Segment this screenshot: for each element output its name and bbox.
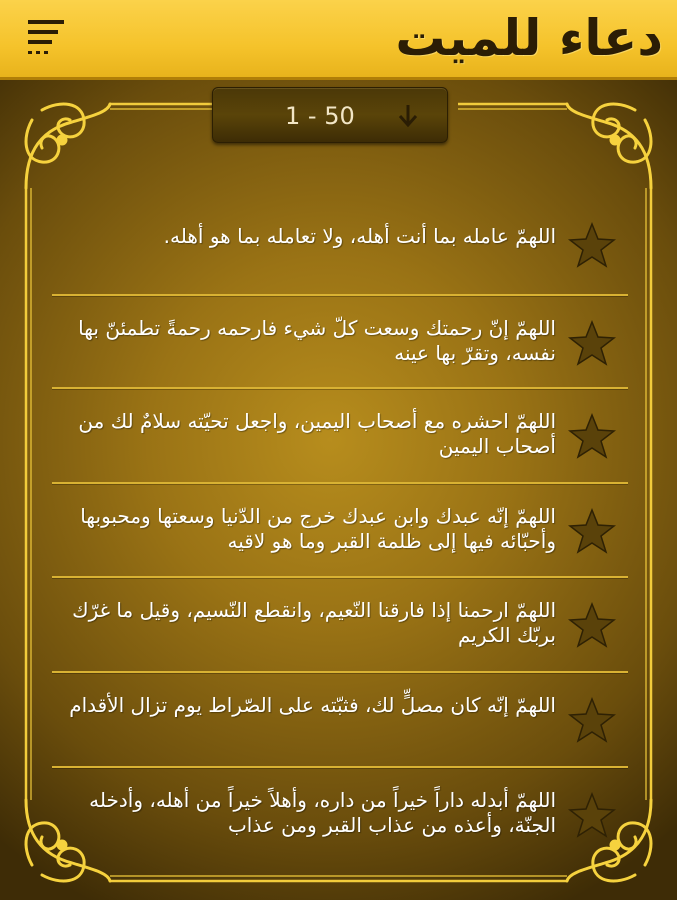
dua-item[interactable]: [52, 673, 628, 768]
app-title: دعاء للميت: [395, 9, 663, 67]
dua-text: اللهمّ إنّه عبدك وابن عبدك خرج من الدّنيا وسعتها ومحبوبها وأحبّائه فيها إلى ظلمة القبر وما هو لاقيه: [80, 504, 556, 553]
dua-item[interactable]: [52, 184, 628, 279]
dua-text: اللهمّ إنّه كان مصلٍّ لك، فثبّته على الصّراط يوم تزال الأقدام: [69, 693, 556, 717]
dua-text: اللهمّ احشره مع أصحاب اليمين، واجعل تحيّته سلامٌ لك من أصحاب اليمين: [78, 409, 556, 458]
app-bar: [0, 0, 677, 80]
dua-panel: [0, 80, 677, 900]
star-icon[interactable]: [568, 792, 616, 838]
dua-item[interactable]: [52, 389, 628, 484]
menu-lines-icon: [24, 14, 72, 62]
dua-text: اللهمّ ارحمنا إذا فارقنا النّعيم، وانقطع النّسيم، وقيل ما غرّك بربّك الكريم: [72, 598, 556, 647]
dua-item[interactable]: [52, 296, 628, 391]
star-icon[interactable]: [568, 697, 616, 743]
dua-text: اللهمّ عامله بما أنت أهله، ولا تعامله بما هو أهله.: [163, 224, 556, 248]
star-icon[interactable]: [568, 508, 616, 554]
star-icon[interactable]: [568, 320, 616, 366]
star-icon[interactable]: [568, 602, 616, 648]
dua-item[interactable]: [52, 768, 628, 863]
dua-text: اللهمّ إنّ رحمتك وسعت كلّ شيء فارحمه رحمةً تطمئنّ بها نفسه، وتقرّ بها عينه: [78, 316, 556, 365]
dua-item[interactable]: [52, 484, 628, 579]
star-icon[interactable]: [568, 413, 616, 459]
star-icon[interactable]: [568, 222, 616, 268]
range-selector-button[interactable]: [212, 87, 448, 143]
menu-button[interactable]: [24, 14, 72, 62]
range-label: 1 - 50: [285, 102, 355, 130]
dua-item[interactable]: [52, 578, 628, 673]
dua-text: اللهمّ أبدله داراً خيراً من داره، وأهلاً خيراً من أهله، وأدخله الجنّة، وأعذه من عذاب القبر ومن عذاب: [89, 788, 556, 837]
arrow-down-icon: [397, 102, 419, 130]
